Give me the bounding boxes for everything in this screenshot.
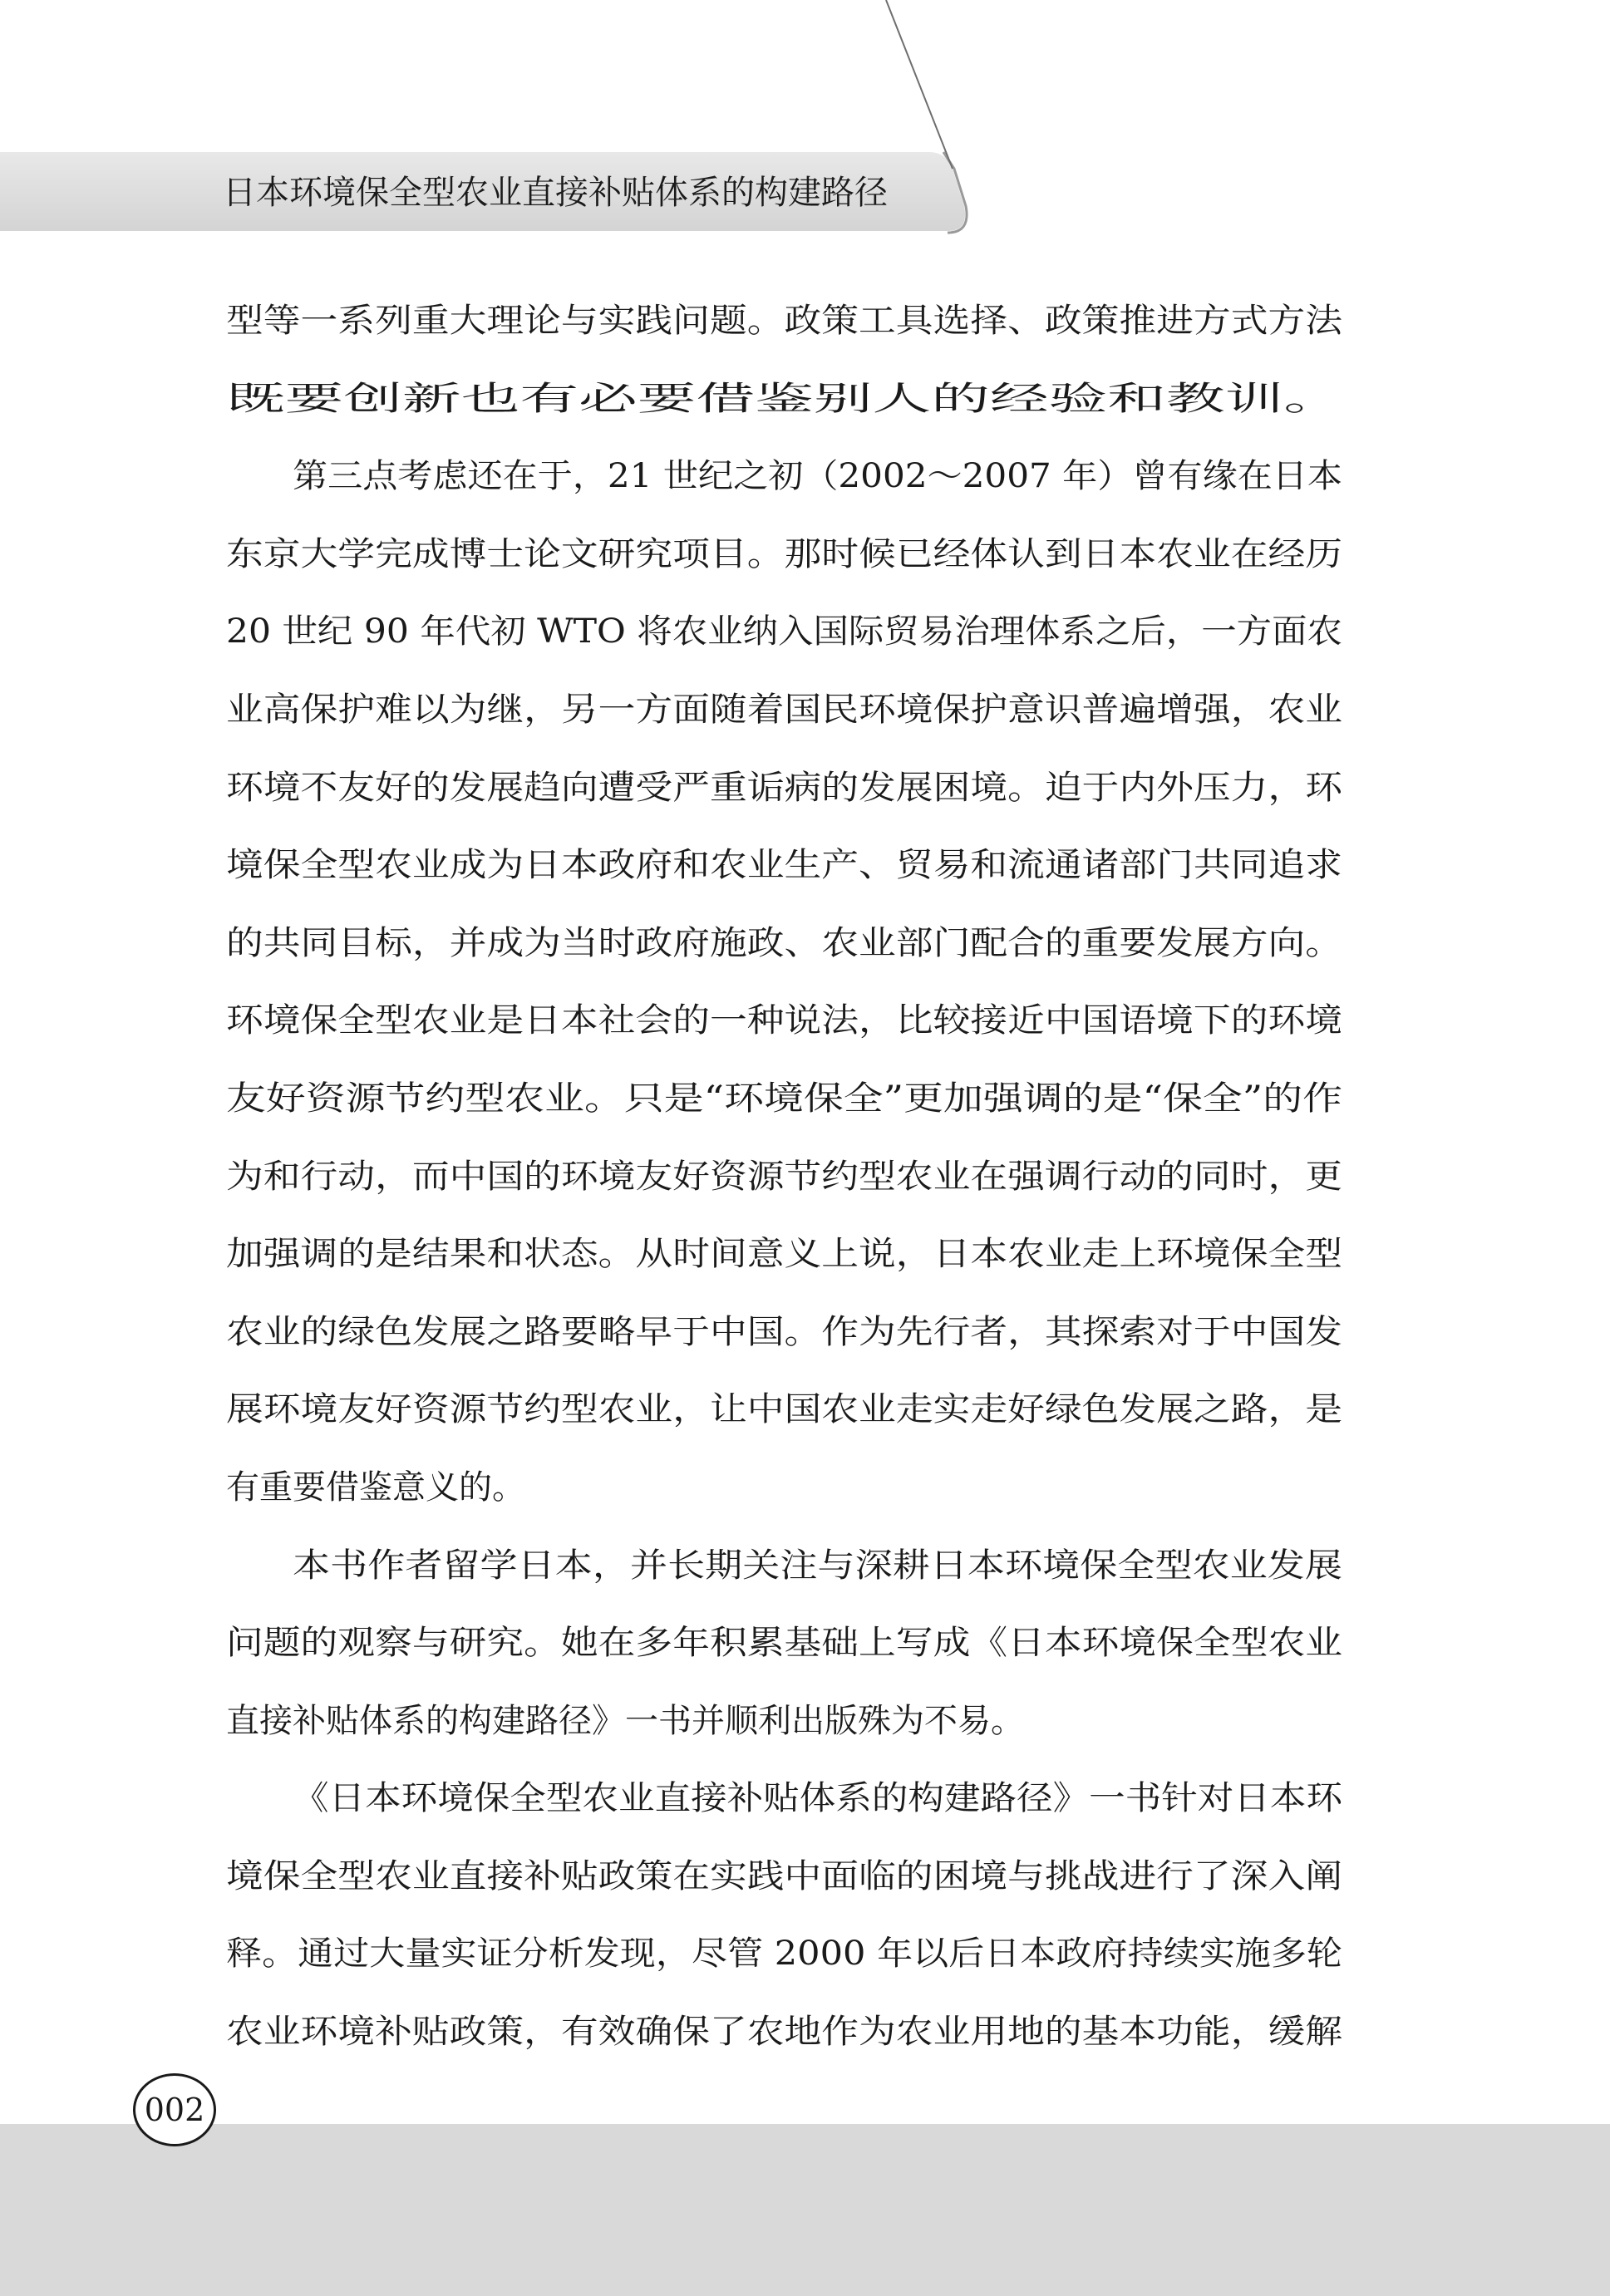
body-line	[226, 516, 1342, 594]
body-line	[226, 1994, 1342, 2072]
body-line	[226, 1915, 1342, 1994]
body-line-text: 第三点考虑还在于，21 世纪之初（2002～2007 年）曾有缘在日本	[293, 457, 1342, 496]
body-line-text: 环境不友好的发展趋向遭受严重诟病的发展困境。迫于内外压力，环	[226, 768, 1342, 807]
body-line-text: 为和行动，而中国的环境友好资源节约型农业在强调行动的同时，更	[226, 1157, 1342, 1196]
body-line-text: 友好资源节约型农业。只是“环境保全”更加强调的是“保全”的作	[226, 1079, 1342, 1118]
body-line-text: 20 世纪 90 年代初 WTO 将农业纳入国际贸易治理体系之后，一方面农	[226, 612, 1342, 651]
body-line	[226, 1838, 1342, 1916]
body-line	[226, 1683, 1342, 1761]
body-line	[226, 671, 1342, 750]
body-line	[226, 905, 1342, 983]
body-line-text: 有重要借鉴意义的。	[226, 1468, 525, 1507]
body-line-text: 东京大学完成博士论文研究项目。那时候已经体认到日本农业在经历	[226, 534, 1342, 573]
body-line	[226, 283, 1342, 361]
body-line-text: 既要创新也有必要借鉴别人的经验和教训。	[226, 379, 1342, 418]
body-line	[226, 1760, 1342, 1838]
body-line-text: 展环境友好资源节约型农业，让中国农业走实走好绿色发展之路，是	[226, 1390, 1342, 1429]
body-line-text: 环境保全型农业是日本社会的一种说法，比较接近中国语境下的环境	[226, 1001, 1342, 1040]
running-head-title: 日本环境保全型农业直接补贴体系的构建路径	[223, 174, 888, 212]
body-line-text: 问题的观察与研究。她在多年积累基础上写成《日本环境保全型农业	[226, 1624, 1342, 1663]
body-line	[226, 1371, 1342, 1449]
body-line-text: 型等一系列重大理论与实践问题。政策工具选择、政策推进方式方法	[226, 302, 1342, 340]
body-line	[226, 1138, 1342, 1217]
page-number: 002	[133, 2073, 216, 2146]
body-line-text: 本书作者留学日本，并长期关注与深耕日本环境保全型农业发展	[293, 1546, 1342, 1585]
body-line-text: 农业环境补贴政策，有效确保了农地作为农业用地的基本功能，缓解	[226, 2013, 1342, 2052]
body-line-text: 加强调的是结果和状态。从时间意义上说，日本农业走上环境保全型	[226, 1235, 1342, 1274]
body-line-text: 境保全型农业直接补贴政策在实践中面临的困境与挑战进行了深入阐	[226, 1856, 1342, 1895]
body-line	[226, 593, 1342, 671]
body-line	[226, 1060, 1342, 1138]
body-line-text: 业高保护难以为继，另一方面随着国民环境保护意识普遍增强，农业	[226, 690, 1342, 729]
body-line	[226, 438, 1342, 516]
footer-band	[0, 2124, 1610, 2296]
body-line-text: 境保全型农业成为日本政府和农业生产、贸易和流通诸部门共同追求	[226, 846, 1342, 885]
body-line-text: 《日本环境保全型农业直接补贴体系的构建路径》一书针对日本环	[293, 1779, 1343, 1818]
body-line	[226, 1294, 1342, 1372]
body-line	[226, 1527, 1342, 1605]
body-line	[226, 1216, 1342, 1294]
body-line-text: 农业的绿色发展之路要略早于中国。作为先行者，其探索对于中国发	[226, 1312, 1342, 1351]
body-line	[226, 361, 1342, 439]
body-line	[226, 1605, 1342, 1683]
body-line-text: 释。通过大量实证分析发现，尽管 2000 年以后日本政府持续实施多轮	[226, 1935, 1342, 1974]
body-text	[226, 283, 1342, 2072]
body-line	[226, 982, 1342, 1060]
body-line-text: 的共同目标，并成为当时政府施政、农业部门配合的重要发展方向。	[226, 923, 1342, 962]
body-line	[226, 750, 1342, 828]
body-line-text: 直接补贴体系的构建路径》一书并顺利出版殊为不易。	[226, 1701, 1024, 1740]
body-line	[226, 827, 1342, 905]
body-line	[226, 1449, 1342, 1527]
